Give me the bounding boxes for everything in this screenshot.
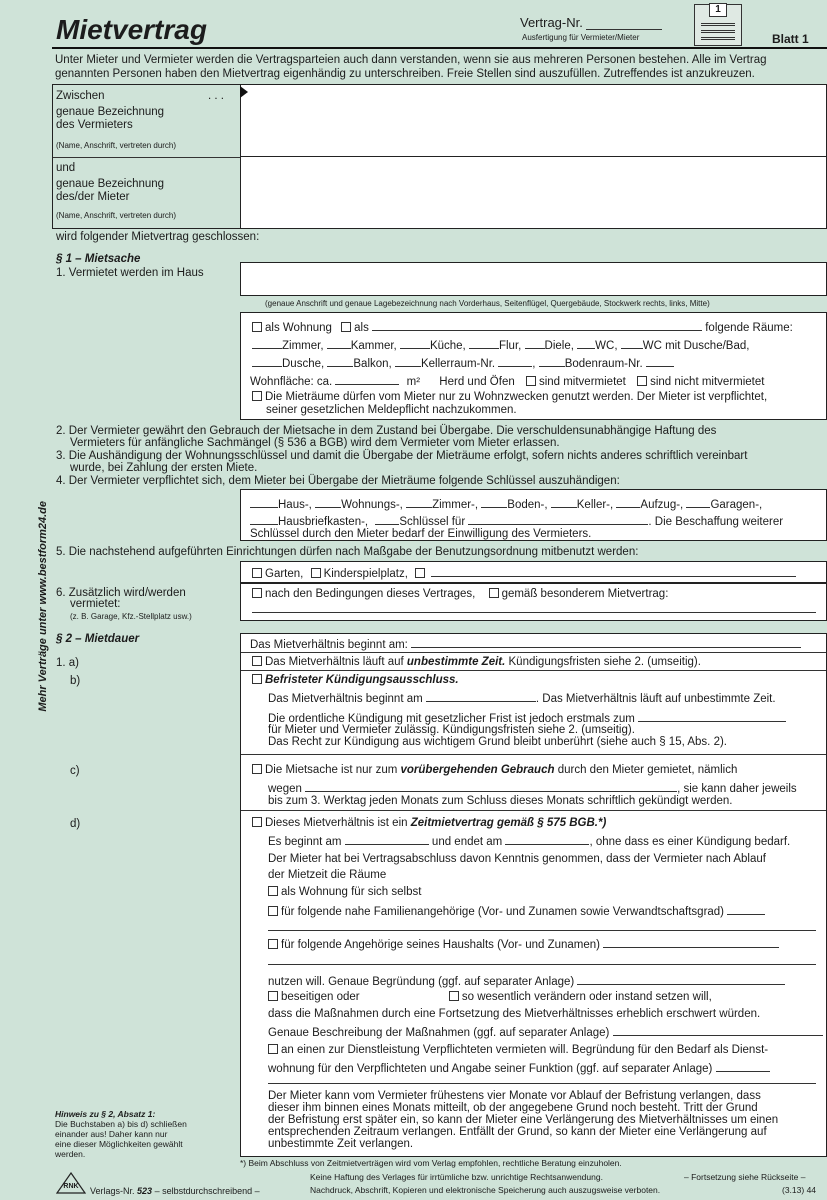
s2-heading: § 2 – Mietdauer (56, 633, 140, 645)
option-label: Kinderspielplatz, (323, 568, 408, 580)
blank-line[interactable] (525, 339, 545, 349)
option-text: wohnung für den Verpflichteten und Angabe seiner Funktion (ggf. auf separater Anlage) (268, 1063, 713, 1075)
option-d-row (268, 975, 785, 989)
blank-line[interactable] (551, 498, 577, 508)
s1-p2: 2. Der Vermieter gewährt den Gebrauch der Mietsache in dem Zustand bei Übergabe. Die verschuldensunabhängige Haftung des (56, 425, 717, 437)
rooms-row-4 (250, 375, 764, 389)
blank-line[interactable] (406, 498, 432, 508)
option-text: für folgende Angehörige seines Haushalts (Vor- und Zunamen) (281, 939, 601, 951)
liability-text: Keine Haftung des Verlages für irrtümliche bzw. unrichtige Rechtsanwendung. (310, 1172, 603, 1182)
option-d-row (268, 835, 790, 849)
intro-line: Unter Mieter und Vermieter werden die Vertragsparteien auch dann verstanden, wenn sie aus mehreren Personen bestehen. Alle im Vertrag (55, 54, 767, 66)
copy-number: 1 (709, 3, 727, 17)
blank-line[interactable] (431, 567, 796, 577)
blank-line[interactable] (716, 1062, 770, 1072)
note-heading: Hinweis zu § 2, Absatz 1: (55, 1109, 156, 1119)
blank-line[interactable] (505, 835, 589, 845)
blank-line[interactable] (268, 930, 816, 931)
option-text: Die ordentliche Kündigung mit gesetzlicher Frist ist jedoch erstmals zum (268, 713, 635, 725)
keys-row-3: Schlüssel durch den Mieter bedarf der Einwilligung des Vermieters. (250, 528, 592, 540)
house-address-field[interactable] (240, 262, 827, 296)
blank-line[interactable] (252, 357, 282, 367)
key-label: Keller-, (576, 499, 614, 511)
checkbox[interactable] (268, 939, 278, 949)
room-label: WC, (595, 340, 618, 352)
option-label: folgende Räume: (705, 322, 793, 334)
area-label: Wohnfläche: ca. (250, 376, 333, 388)
checkbox[interactable] (449, 991, 459, 1001)
option-label: als Wohnung (265, 322, 332, 334)
option-d-row (268, 938, 779, 952)
s1-p5: 5. Die nachstehend aufgeführten Einrichtungen dürfen nach Maßgabe der Benutzungsordnung mitbenutzt werden: (56, 546, 639, 558)
blank-line[interactable] (400, 339, 430, 349)
key-label: Garagen-, (710, 499, 763, 511)
option-d-row (268, 1062, 770, 1076)
rooms-row-2 (252, 339, 749, 353)
blank-line[interactable] (621, 339, 643, 349)
option-label: als (354, 322, 369, 334)
option-text: Das Mietverhältnis beginnt am (268, 693, 423, 705)
label-a: 1. a) (56, 657, 80, 669)
checkbox[interactable] (311, 568, 321, 578)
blank-line[interactable] (539, 357, 565, 367)
s1-heading: § 1 – Mietsache (56, 253, 141, 265)
option-text: wegen (268, 783, 302, 795)
room-label: Kellerraum-Nr. (420, 358, 496, 370)
publisher-info (90, 1186, 260, 1196)
label-b: b) (70, 675, 81, 687)
final-text: entsprechenden Zeitraum verlangen. Entfällt der Grund, so kann der Mieter eine Verlängerung auf (268, 1126, 767, 1138)
option-text: . Das Mietverhältnis läuft auf unbestimmte Zeit. (535, 693, 776, 705)
blank-line[interactable] (426, 692, 536, 702)
blank-line[interactable] (250, 515, 278, 525)
blank-line[interactable] (250, 498, 278, 508)
s1-item1: 1. Vermietet werden im Haus (56, 267, 204, 279)
final-text: dieser ihm binnen eines Monats mitteilt, ob der angegebene Grund noch besteht. Tritt der Grund (268, 1102, 758, 1114)
option-emphasis: Zeitmietvertrag gemäß § 575 BGB.*) (410, 817, 607, 829)
option-text: , sie kann daher jeweils (677, 783, 797, 795)
checkbox[interactable] (268, 906, 278, 916)
sheet-label: Blatt 1 (772, 32, 809, 46)
rnk-logo-text: RNK (63, 1183, 79, 1190)
unit-label: m² (406, 376, 421, 388)
stoves-label: Herd und Öfen (439, 376, 515, 388)
option-c-text: bis zum 3. Werktag jeden Monats zum Schluss dieses Monats schriftlich gekündigt werden. (268, 795, 733, 807)
room-label: Bodenraum-Nr. (564, 358, 643, 370)
key-label: Schlüssel für (399, 516, 466, 528)
option-text: Die Mietsache ist nur zum (265, 764, 398, 776)
intro-line: genannten Personen haben den Mietvertrag eigenhändig zu unterschreiben. Freie Stellen sind auszufüllen. Zutreffendes ist anzukreuzen. (55, 68, 755, 80)
s1-p2: Vermieters für anfängliche Sachmängel (§ 536 a BGB) wird dem Vermieter vom Mieter erlassen. (70, 437, 560, 449)
page-title: Mietvertrag (56, 14, 207, 45)
residential-row (252, 391, 767, 404)
room-label: Kammer, (350, 340, 397, 352)
option-text: für folgende nahe Familienangehörige (Vor- und Zunamen sowie Verwandtschaftsgrad) (281, 906, 725, 918)
blank-line[interactable] (327, 339, 351, 349)
checkbox[interactable] (252, 568, 262, 578)
checkbox[interactable] (268, 886, 278, 896)
s1-p6: 6. Zusätzlich wird/werden (56, 587, 186, 599)
option-text: und endet am (431, 836, 503, 848)
rooms-row-3 (252, 357, 674, 371)
checkbox[interactable] (341, 322, 351, 332)
blank-line[interactable] (375, 515, 399, 525)
option-b-text: Das Recht zur Kündigung aus wichtigem Grund bleibt unberührt (siehe auch § 15, Abs. 2). (268, 736, 727, 748)
landlord-hint: (Name, Anschrift, vertreten durch) (56, 141, 177, 150)
tenant-field[interactable] (240, 156, 827, 229)
checkbox[interactable] (637, 376, 647, 386)
blank-line[interactable] (613, 1026, 823, 1036)
option-text: an einen zur Dienstleistung Verpflichteten vermieten will. Begründung für den Bedarf als Dienst- (281, 1044, 769, 1056)
room-label: WC mit Dusche/Bad, (642, 340, 750, 352)
facilities-row (252, 567, 796, 581)
publisher-label: – selbstdurchschreibend – (154, 1186, 260, 1196)
tenant-label: genaue Bezeichnung (56, 178, 165, 190)
option-text: Dieses Mietverhältnis ist ein (265, 817, 408, 829)
copy-stack-icon (694, 4, 742, 46)
option-emphasis: vorübergehenden Gebrauch (400, 764, 555, 776)
s1-p6: vermietet: (70, 598, 121, 610)
begins-label: Das Mietverhältnis beginnt am: (250, 639, 408, 651)
checkbox[interactable] (415, 568, 425, 578)
room-label: Balkon, (353, 358, 392, 370)
final-text: der Befristung erst später ein, so kann der Mieter eine Verlängerung des Mietverhältnisses um einen (268, 1114, 779, 1126)
arrow-icon (240, 86, 248, 98)
room-label: Flur, (498, 340, 522, 352)
option-label: nach den Bedingungen dieses Vertrages, (265, 588, 476, 600)
blank-line[interactable] (727, 905, 765, 915)
between-label: Zwischen (56, 90, 105, 102)
checkbox[interactable] (252, 656, 262, 666)
option-text: nutzen will. Genaue Begründung (ggf. auf separater Anlage) (268, 976, 575, 988)
checkbox[interactable] (252, 817, 262, 827)
note-text: Die Buchstaben a) bis d) schließen (55, 1119, 187, 1129)
blank-line[interactable] (252, 612, 816, 613)
note-text: einander aus! Daher kann nur (55, 1129, 168, 1139)
option-label: Garten, (265, 568, 304, 580)
publisher-number: 523 (137, 1186, 153, 1196)
key-label: Aufzug-, (640, 499, 684, 511)
begin-date-field[interactable] (411, 638, 801, 648)
option-label: sind nicht mitvermietet (650, 376, 765, 388)
tenant-label: des/der Mieter (56, 191, 130, 203)
checkbox[interactable] (252, 674, 262, 684)
contract-sub: Ausfertigung für Vermieter/Mieter (522, 33, 640, 42)
s1-p3: wurde, bei Zahlung der ersten Miete. (70, 462, 258, 474)
option-text: , ohne dass es einer Kündigung bedarf. (589, 836, 791, 848)
option-d-row (252, 817, 606, 830)
s1-p6-hint: (z. B. Garage, Kfz.-Stellplatz usw.) (70, 612, 192, 621)
key-label: Hausbriefkasten-, (278, 516, 369, 528)
option-emphasis: unbestimmte Zeit. (406, 656, 506, 668)
contract-no-label: Vertrag-Nr. (520, 15, 583, 30)
option-a-row (252, 656, 701, 669)
key-label: Haus-, (278, 499, 312, 511)
option-b-row (268, 692, 776, 706)
blank-line[interactable] (395, 357, 421, 367)
option-d-text: dass die Maßnahmen durch eine Fortsetzung des Mietverhältnisses erheblich erschwert würden. (268, 1008, 761, 1020)
blank-line[interactable] (469, 339, 499, 349)
rooms-row-1 (252, 321, 793, 335)
checkbox[interactable] (526, 376, 536, 386)
blank-line[interactable] (252, 339, 282, 349)
blank-line[interactable] (498, 357, 532, 367)
checkbox[interactable] (268, 991, 278, 1001)
option-label: gemäß besonderem Mietvertrag: (501, 588, 669, 600)
residential-text: Die Mieträume dürfen vom Mieter nur zu Wohnzwecken genutzt werden. Der Mieter ist verpflichtet, (265, 391, 768, 403)
option-d-row (268, 991, 712, 1004)
blank-line[interactable] (481, 498, 507, 508)
checkbox[interactable] (252, 764, 262, 774)
contract-no-line[interactable] (586, 29, 662, 30)
blank-line[interactable] (577, 339, 595, 349)
s1-p4: 4. Der Vermieter verpflichtet sich, dem Mieter bei Übergabe der Mieträume folgende Schlüssel auszuhändigen: (56, 475, 620, 487)
tenant-hint: (Name, Anschrift, vertreten durch) (56, 211, 177, 220)
blank-line[interactable] (686, 498, 710, 508)
final-text: unbestimmte Zeit verlangen. (268, 1138, 414, 1150)
checkbox[interactable] (489, 588, 499, 598)
rnk-logo (56, 1172, 86, 1194)
residential-text: seiner gesetzlichen Meldepflicht nachzukommen. (266, 404, 517, 416)
blank-line[interactable] (577, 975, 785, 985)
area-field[interactable] (335, 375, 399, 385)
option-d-row (268, 1044, 768, 1057)
checkbox[interactable] (252, 588, 262, 598)
blank-line[interactable] (327, 357, 353, 367)
option-text: Es beginnt am (268, 836, 342, 848)
option-d-text: Der Mieter hat bei Vertragsabschluss davon Kenntnis genommen, dass der Vermieter nach Ablauf (268, 853, 766, 865)
blank-line[interactable] (638, 712, 786, 722)
publisher-label: Verlags-Nr. (90, 1186, 135, 1196)
option-b-head (252, 674, 459, 687)
option-text: so wesentlich verändern oder instand setzen will, (461, 991, 712, 1003)
option-text: Das Mietverhältnis läuft auf (265, 656, 404, 668)
room-label: Küche, (429, 340, 466, 352)
landlord-field[interactable] (240, 84, 827, 157)
option-b-text: für Mieter und Vermieter zulässig. Kündigungsfristen siehe 2. (umseitig). (268, 724, 635, 736)
blank-line[interactable] (305, 782, 677, 792)
checkbox[interactable] (268, 1044, 278, 1054)
additional-row (252, 588, 668, 601)
form-code: (3.13) 44 (782, 1185, 817, 1195)
blank-line[interactable] (646, 357, 674, 367)
begins-row (250, 638, 801, 652)
note-text: werden. (55, 1149, 86, 1159)
label-d: d) (70, 818, 81, 830)
blank-line[interactable] (616, 498, 640, 508)
option-d-text: der Mietzeit die Räume (268, 869, 387, 881)
footnote: *) Beim Abschluss von Zeitmietverträgen wird vom Verlag empfohlen, rechtliche Beratung einzuholen. (240, 1158, 622, 1168)
option-label: sind mitvermietet (538, 376, 626, 388)
key-label: Wohnungs-, (341, 499, 403, 511)
landlord-label: des Vermieters (56, 119, 133, 131)
blank-line[interactable] (268, 1083, 816, 1084)
final-text: Der Mieter kann vom Vermieter frühestens vier Monate vor Ablauf der Befristung verlangen, dass (268, 1090, 761, 1102)
note-text: eine dieser Möglichkeiten gewählt (55, 1139, 183, 1149)
landlord-label: genaue Bezeichnung (56, 106, 165, 118)
key-label: Boden-, (507, 499, 548, 511)
blank-line[interactable] (372, 321, 702, 331)
blank-line[interactable] (468, 515, 648, 525)
room-label: Dusche, (282, 358, 325, 370)
side-website: Mehr Verträge unter www.bestform24.de (37, 500, 50, 712)
copyright-text: Nachdruck, Abschrift, Kopieren und elektronische Speicherung auch auszugsweise verboten. (310, 1185, 661, 1195)
option-d-row (268, 1026, 823, 1040)
option-d-row (268, 886, 421, 899)
room-label: , (532, 358, 536, 370)
key-label: Zimmer-, (432, 499, 479, 511)
continued-label: – Fortsetzung siehe Rückseite – (684, 1172, 806, 1182)
option-d-row (268, 905, 765, 919)
option-text: Genaue Beschreibung der Maßnahmen (ggf. auf separater Anlage) (268, 1027, 610, 1039)
checkbox[interactable] (252, 391, 262, 401)
s1-p3: 3. Die Aushändigung der Wohnungsschlüssel und damit die Übergabe der Mieträume erfolgt, sofern nichts anderes schriftlich vereinbart (56, 450, 748, 462)
option-text: als Wohnung für sich selbst (281, 886, 422, 898)
option-text: Kündigungsfristen siehe 2. (umseitig). (508, 656, 701, 668)
blank-line[interactable] (603, 938, 779, 948)
keys-row-1 (250, 498, 762, 512)
room-label: Diele, (544, 340, 574, 352)
blank-line[interactable] (315, 498, 341, 508)
option-c-row (252, 764, 737, 777)
option-text: durch den Mieter gemietet, nämlich (557, 764, 738, 776)
label-c: c) (70, 765, 80, 777)
option-text: beseitigen oder (281, 991, 360, 1003)
and-label: und (56, 162, 76, 174)
blank-line[interactable] (268, 964, 816, 965)
room-label: Zimmer, (282, 340, 324, 352)
address-hint: (genaue Anschrift und genaue Lagebezeichnung nach Vorderhaus, Seitenflügel, Quergebäude, Stockwerk rechts, links, Mitte) (265, 299, 710, 308)
blank-line[interactable] (345, 835, 429, 845)
key-label: . Die Beschaffung weiterer (648, 516, 784, 528)
checkbox[interactable] (252, 322, 262, 332)
concluded-text: wird folgender Mietvertrag geschlossen: (56, 231, 260, 243)
between-dots: . . . (208, 90, 224, 102)
option-emphasis: Befristeter Kündigungsausschluss. (265, 674, 459, 686)
